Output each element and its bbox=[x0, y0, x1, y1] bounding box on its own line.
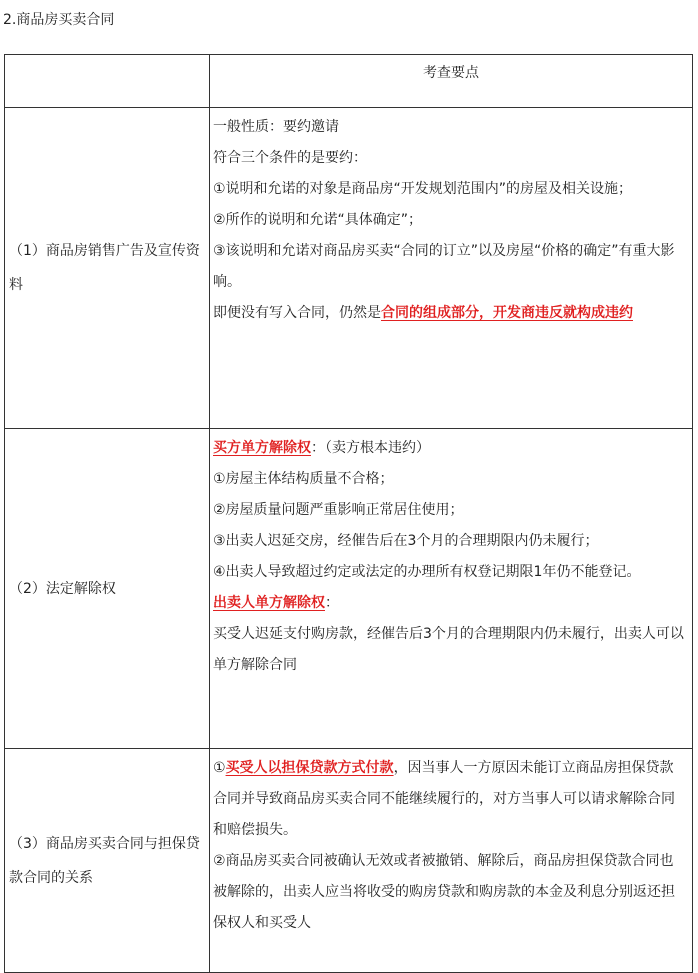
row-label: （2）法定解除权 bbox=[5, 429, 210, 749]
content-line: ①说明和允诺的对象是商品房“开发规划范围内”的房屋及相关设施； bbox=[213, 181, 633, 197]
highlight-text: 合同的组成部分，开发商违反就构成违约 bbox=[381, 305, 633, 321]
content-line: 符合三个条件的是要约： bbox=[213, 150, 367, 166]
content-line: ①房屋主体结构质量不合格； bbox=[213, 471, 394, 487]
content-line bbox=[213, 753, 686, 846]
section-title: 2.商品房买卖合同 bbox=[3, 12, 115, 28]
row-content bbox=[210, 108, 693, 429]
row-content bbox=[210, 749, 693, 973]
content-text: ：（卖方根本违约） bbox=[311, 440, 430, 456]
content-line: 买受人迟延支付购房款，经催告后3个月的合理期限内仍未履行，出卖人可以单方解除合同 bbox=[213, 626, 684, 673]
content-text: ，因当事人一方原因未能订立商品房担保贷款合同并导致商品房买卖合同不能继续履行的，对方当事人可以请求解除合同和赔偿损失。 bbox=[213, 760, 675, 838]
highlight-text: 买受人以担保贷款方式付款 bbox=[225, 760, 394, 776]
row-content bbox=[210, 429, 693, 749]
content-line: ④出卖人导致超过约定或法定的办理所有权登记期限1年仍不能登记。 bbox=[213, 564, 641, 580]
content-text: 即便没有写入合同，仍然是 bbox=[213, 305, 381, 321]
header-key-points-label: 考查要点 bbox=[423, 65, 479, 81]
header-cell-key-points bbox=[210, 55, 693, 108]
content-line: ②商品房买卖合同被确认无效或者被撤销、解除后，商品房担保贷款合同也被解除的，出卖人应当将收受的购房贷款和购房款的本金及利息分别返还担保权人和买受人 bbox=[213, 853, 675, 931]
highlight-text: 出卖人单方解除权 bbox=[213, 595, 325, 611]
content-text: ： bbox=[325, 595, 339, 611]
row-label: （3）商品房买卖合同与担保贷款合同的关系 bbox=[5, 749, 210, 973]
content-line bbox=[213, 433, 686, 464]
content-line: ②所作的说明和允诺“具体确定”； bbox=[213, 212, 423, 228]
table-row bbox=[5, 429, 693, 749]
content-line: ②房屋质量问题严重影响正常居住使用； bbox=[213, 502, 464, 518]
table-row bbox=[5, 749, 693, 973]
content-line bbox=[213, 588, 686, 619]
highlight-text: 买方单方解除权 bbox=[213, 440, 311, 456]
content-line: 一般性质：要约邀请 bbox=[213, 119, 339, 135]
table-row bbox=[5, 108, 693, 429]
table-header-row bbox=[5, 55, 693, 108]
content-line bbox=[213, 298, 686, 329]
header-cell-topic bbox=[5, 55, 210, 108]
content-line: ③该说明和允诺对商品房买卖“合同的订立”以及房屋“价格的确定”有重大影响。 bbox=[213, 243, 675, 290]
row-label: （1）商品房销售广告及宣传资料 bbox=[5, 108, 210, 429]
content-text: ① bbox=[213, 760, 226, 776]
content-line: ③出卖人迟延交房，经催告后在3个月的合理期限内仍未履行； bbox=[213, 533, 599, 549]
contract-table bbox=[4, 54, 693, 973]
